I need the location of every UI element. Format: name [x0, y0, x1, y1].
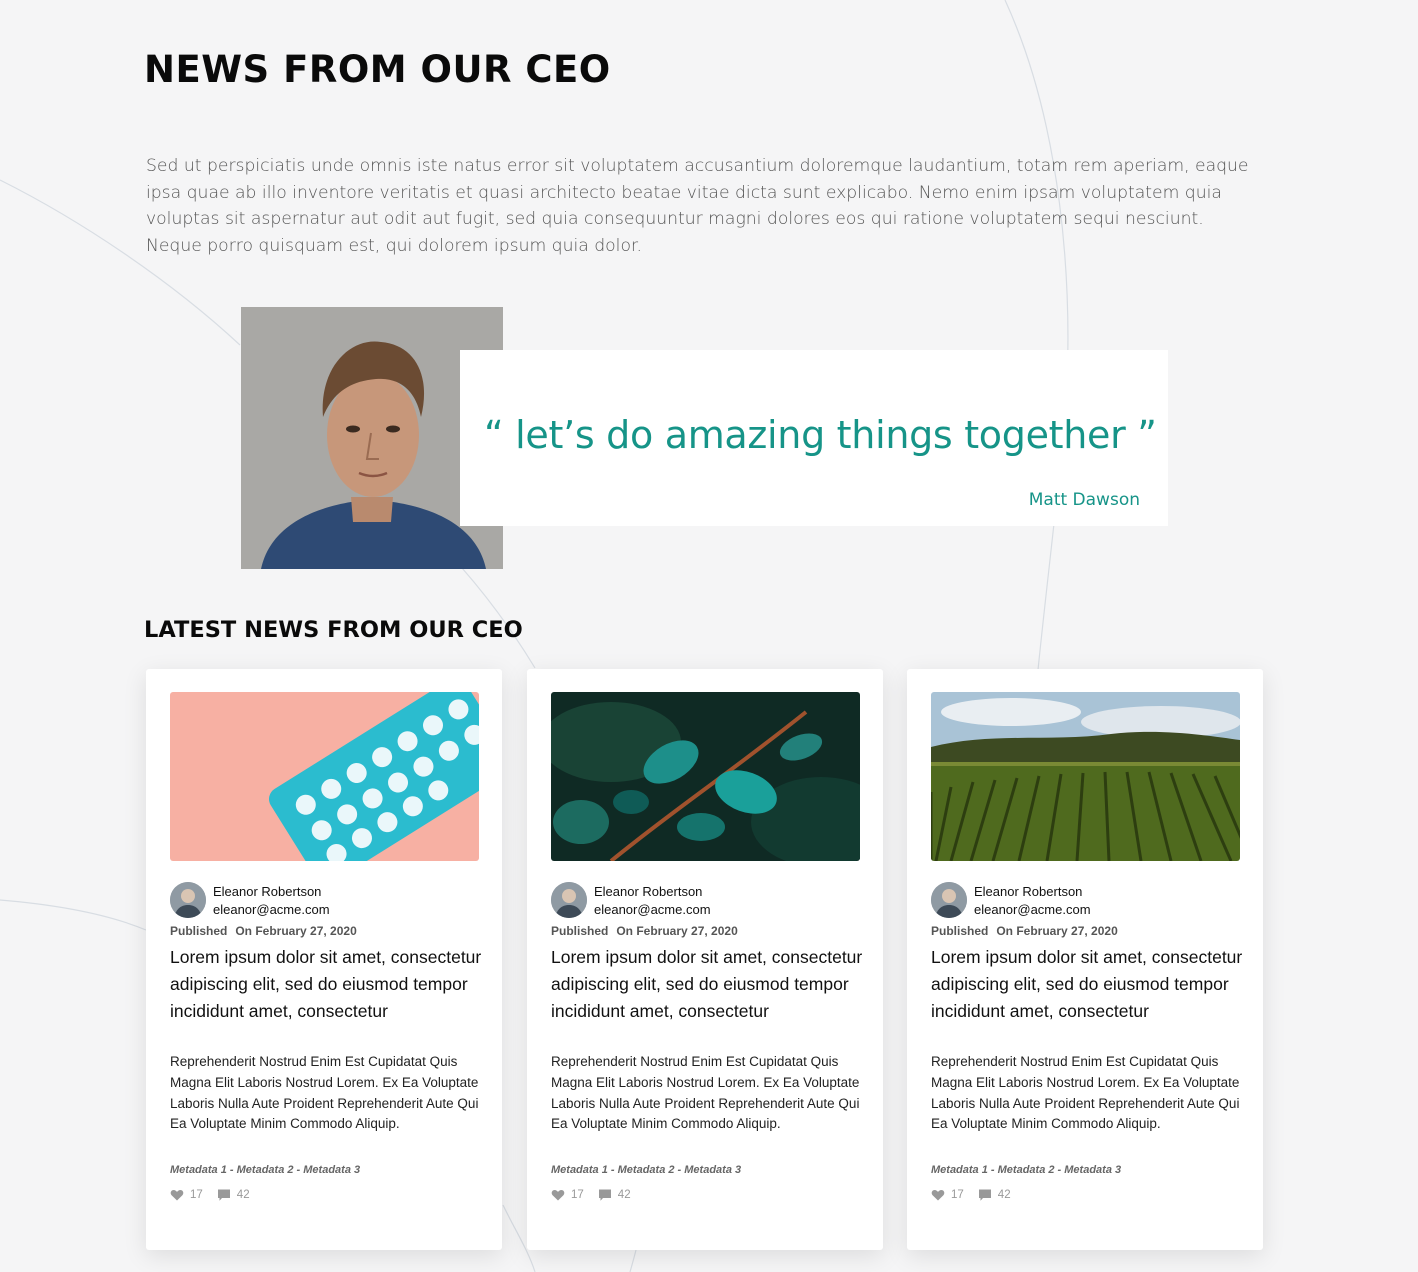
author-avatar[interactable]: [170, 882, 206, 918]
author-email: eleanor@acme.com: [213, 902, 330, 917]
news-headline[interactable]: Lorem ipsum dolor sit amet, consectetur adipiscing elit, sed do eiusmod tempor incididunt amet, consectetur: [931, 947, 1243, 1021]
quote-card: [460, 350, 1168, 526]
page-title: NEWS FROM OUR CEO: [144, 48, 611, 91]
news-stats: [551, 1188, 645, 1202]
published-date: Published On February 27, 2020: [931, 924, 1118, 938]
author-name: Eleanor Robertson: [594, 884, 703, 899]
likes-count: 17: [571, 1189, 584, 1201]
news-card[interactable]: [907, 669, 1263, 1250]
heart-icon[interactable]: [551, 1188, 565, 1202]
intro-paragraph: Sed ut perspiciatis unde omnis iste natus error sit voluptatem accusantium doloremque laudantium, totam rem aperiam, eaque ipsa quae ab illo inventore veritatis et quasi architecto beatae vitae dicta sunt explicabo. Nemo enim ipsam voluptatem quia voluptas sit aspernatur aut odit aut fugit, sed quia consequuntur magni dolores eos qui ratione voluptatem sequi nesciunt. Neque porro quisquam est, qui dolorem ipsum quia dolor.: [146, 156, 1249, 256]
comments-count: 42: [617, 1189, 631, 1201]
news-headline[interactable]: Lorem ipsum dolor sit amet, consectetur adipiscing elit, sed do eiusmod tempor incididunt amet, consectetur: [170, 947, 482, 1021]
comment-icon[interactable]: [217, 1188, 231, 1202]
likes-count: 17: [190, 1189, 203, 1201]
comment-icon[interactable]: [978, 1188, 992, 1202]
author-email: eleanor@acme.com: [974, 902, 1091, 917]
author-avatar[interactable]: [551, 882, 587, 918]
news-metadata: Metadata 1 - Metadata 2 - Metadata 3: [931, 1164, 1122, 1176]
news-card-image[interactable]: [551, 692, 860, 861]
likes-count: 17: [951, 1189, 964, 1201]
heart-icon[interactable]: [931, 1188, 945, 1202]
latest-news-title: LATEST NEWS FROM OUR CEO: [144, 617, 523, 643]
author-name: Eleanor Robertson: [213, 884, 322, 899]
news-card-image[interactable]: [931, 692, 1240, 861]
news-card[interactable]: [146, 669, 502, 1250]
news-metadata: Metadata 1 - Metadata 2 - Metadata 3: [551, 1164, 742, 1176]
heart-icon[interactable]: [170, 1188, 184, 1202]
quote-text: “ let’s do amazing things together ”: [484, 413, 1157, 457]
news-card-image[interactable]: [170, 692, 479, 861]
news-body: Reprehenderit Nostrud Enim Est Cupidatat Quis Magna Elit Laboris Nostrud Lorem. Ex Ea Voluptate Laboris Nulla Aute Proident Reprehenderit Aute Qui Ea Voluptate Minim Commodo Aliquip.: [551, 1054, 860, 1132]
comments-count: 42: [236, 1189, 250, 1201]
published-date: Published On February 27, 2020: [551, 924, 738, 938]
news-metadata: Metadata 1 - Metadata 2 - Metadata 3: [170, 1164, 361, 1176]
author-email: eleanor@acme.com: [594, 902, 711, 917]
comment-icon[interactable]: [598, 1188, 612, 1202]
published-date: Published On February 27, 2020: [170, 924, 357, 938]
news-stats: [170, 1188, 264, 1202]
news-stats: [931, 1188, 1025, 1202]
news-card[interactable]: [527, 669, 883, 1250]
news-headline[interactable]: Lorem ipsum dolor sit amet, consectetur adipiscing elit, sed do eiusmod tempor incididunt amet, consectetur: [551, 947, 863, 1021]
author-name: Eleanor Robertson: [974, 884, 1083, 899]
author-avatar[interactable]: [931, 882, 967, 918]
quote-author: Matt Dawson: [1028, 490, 1140, 510]
comments-count: 42: [997, 1189, 1011, 1201]
news-body: Reprehenderit Nostrud Enim Est Cupidatat Quis Magna Elit Laboris Nostrud Lorem. Ex Ea Voluptate Laboris Nulla Aute Proident Reprehenderit Aute Qui Ea Voluptate Minim Commodo Aliquip.: [170, 1054, 479, 1132]
news-body: Reprehenderit Nostrud Enim Est Cupidatat Quis Magna Elit Laboris Nostrud Lorem. Ex Ea Voluptate Laboris Nulla Aute Proident Reprehenderit Aute Qui Ea Voluptate Minim Commodo Aliquip.: [931, 1054, 1240, 1132]
